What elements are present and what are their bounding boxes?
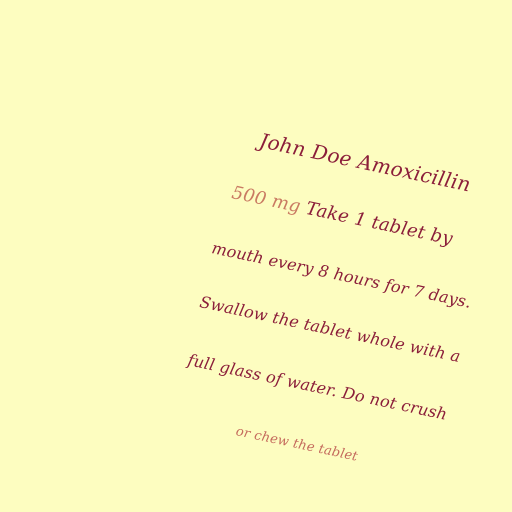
- patient-and-medication-line: John Doe Amoxicillin: [257, 128, 474, 197]
- dose-instruction-start: Take 1 tablet by: [303, 197, 455, 250]
- chew-warning-line: or chew the tablet: [234, 424, 360, 465]
- dose-amount: 500 mg: [229, 182, 303, 218]
- dosage-line: [230, 182, 455, 249]
- water-instruction-line: full glass of water. Do not crush: [186, 350, 450, 424]
- frequency-line: mouth every 8 hours for 7 days.: [210, 238, 474, 312]
- swallow-instruction-line: Swallow the tablet whole with a: [198, 292, 463, 367]
